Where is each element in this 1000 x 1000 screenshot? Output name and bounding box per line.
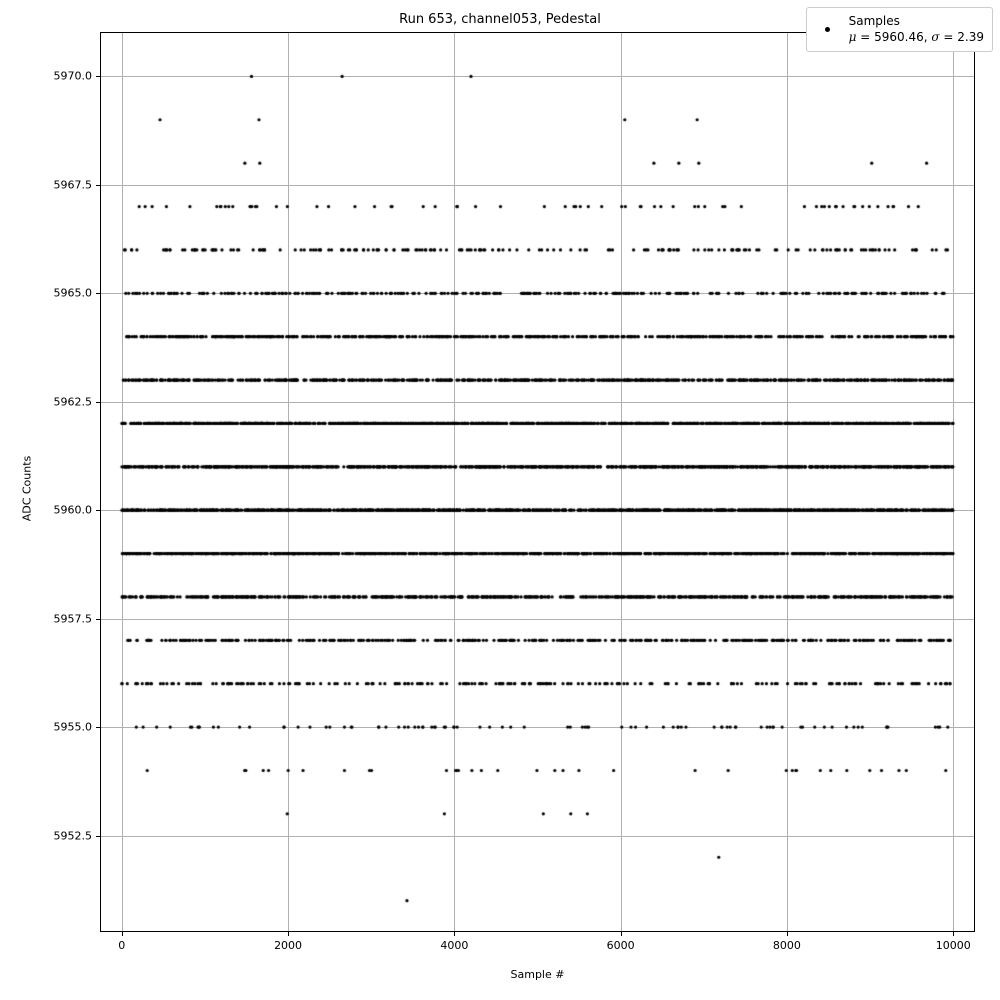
legend-label-stats: μ = 5960.46, σ = 2.39	[848, 30, 984, 45]
y-tick-label: 5960.0	[53, 503, 92, 517]
legend-label-samples: Samples	[848, 14, 900, 28]
legend-marker-samples	[815, 27, 841, 32]
x-tick-label: 6000	[606, 939, 635, 952]
y-axis-label: ADC Counts	[20, 455, 34, 522]
x-tick-mark	[288, 932, 289, 936]
y-tick-mark	[96, 619, 100, 620]
y-tick-mark	[96, 293, 100, 294]
page-title: Run 653, channel053, Pedestal	[399, 12, 601, 27]
legend	[806, 7, 993, 52]
x-axis-label: Sample #	[510, 968, 565, 981]
y-tick-label: 5970.0	[53, 69, 92, 83]
scatter-points-canvas	[101, 33, 974, 931]
x-tick-label: 10000	[935, 939, 971, 952]
y-tick-label: 5952.5	[53, 829, 92, 843]
y-tick-mark	[96, 510, 100, 511]
y-tick-label: 5967.5	[53, 178, 92, 192]
scatter-dot-icon	[825, 27, 830, 32]
x-tick-label: 8000	[772, 939, 801, 952]
x-tick-mark	[122, 932, 123, 936]
y-tick-label: 5962.5	[53, 395, 92, 409]
y-tick-mark	[96, 836, 100, 837]
x-tick-mark	[454, 932, 455, 936]
x-tick-label: 0	[118, 939, 126, 952]
y-tick-mark	[96, 76, 100, 77]
x-tick-label: 2000	[274, 939, 303, 952]
y-tick-label: 5965.0	[53, 286, 92, 300]
x-tick-mark	[621, 932, 622, 936]
x-tick-mark	[953, 932, 954, 936]
y-tick-label: 5955.0	[53, 720, 92, 734]
plot-area	[100, 32, 975, 932]
y-tick-mark	[96, 402, 100, 403]
x-tick-label: 4000	[440, 939, 469, 952]
y-tick-label: 5957.5	[53, 612, 92, 626]
y-tick-mark	[96, 185, 100, 186]
x-tick-mark	[787, 932, 788, 936]
y-tick-mark	[96, 727, 100, 728]
